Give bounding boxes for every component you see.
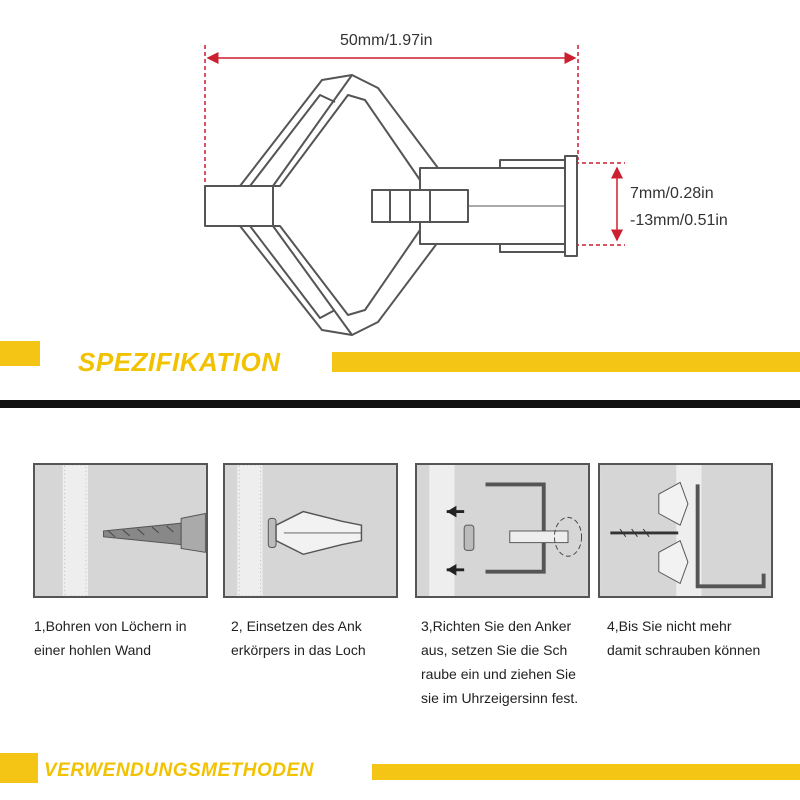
anchor-outline: [205, 75, 577, 335]
length-label: 50mm/1.97in: [340, 32, 433, 49]
step-3-caption: 3,Richten Sie den Anker aus, setzen Sie die Sch raube ein und ziehen Sie sie im Uhrzeigersinn fest.: [421, 618, 579, 706]
step-4-image: [598, 463, 773, 598]
anchor-icon: [225, 465, 396, 596]
thickness-min-label: 7mm/0.28in: [630, 185, 714, 202]
screwdriver-icon: [417, 465, 588, 596]
spec-accent-right: [332, 352, 800, 372]
section-divider: [0, 400, 800, 408]
spec-accent-left: [0, 341, 40, 366]
drill-icon: [35, 465, 206, 596]
spec-section-title: SPEZIFIKATION: [78, 347, 281, 377]
usage-section-title: VERWENDUNGSMETHODEN: [44, 760, 314, 781]
step-2-caption: 2, Einsetzen des Ank erkörpers in das Loch: [231, 618, 366, 658]
thickness-max-label: -13mm/0.51in: [630, 212, 728, 229]
hook-icon: [600, 465, 771, 596]
anchor-dimension-diagram: [0, 0, 800, 340]
step-2-image: [223, 463, 398, 598]
usage-accent-right: [372, 764, 800, 780]
step-3-image: [415, 463, 590, 598]
step-1-caption: 1,Bohren von Löchern in einer hohlen Wand: [34, 618, 187, 658]
thickness-dimension-line: [575, 163, 625, 245]
step-4-caption: 4,Bis Sie nicht mehr damit schrauben können: [607, 618, 761, 658]
step-1-image: [33, 463, 208, 598]
usage-accent-left: [0, 753, 38, 783]
